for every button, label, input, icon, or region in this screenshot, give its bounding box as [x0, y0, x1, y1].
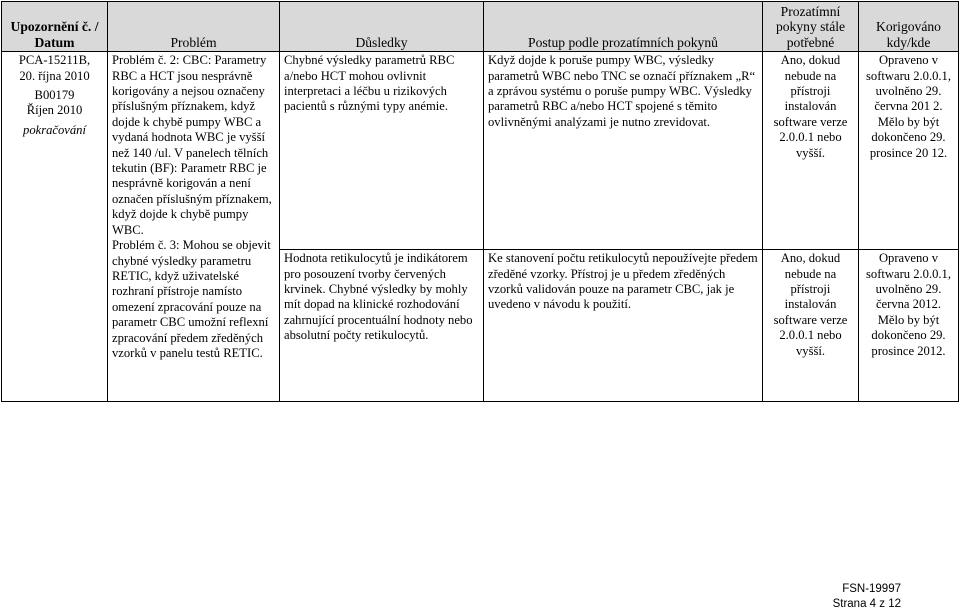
header-corrected: Korigováno kdy/kde	[859, 2, 959, 52]
procedure-cell-1: Když dojde k poruše pumpy WBC, výsledky parametrů WBC nebo TNC se označí příznakem „R“ a zprávou systému o poruše pumpy WBC. Výsledky parametrů RBC a/nebo HCT spojené s těmito ovlivněnými analýzami je nutno zrevidovat.	[484, 52, 763, 250]
header-notice: Upozornění č. / Datum	[2, 2, 108, 52]
notice-continued: pokračování	[23, 122, 86, 137]
problem-2-text: Problém č. 2: CBC: Parametry RBC a HCT jsou nesprávně korigovány a nejsou označeny příslušným příznakem, když dojde k chybě pumpy WBC a vydaná hodnota WBC je vyšší než 140 /ul. V panelech tělních tekutin (BF): Parametr RBC je nesprávně korigován a není označen příslušným příznakem, když dojde k chybě pumpy WBC.	[112, 53, 272, 237]
notice-table	[1, 1, 959, 402]
notice-date: 20. října 2010	[19, 68, 90, 83]
corrected-cell-2: Opraveno v softwaru 2.0.0.1, uvolněno 29. června 2012. Mělo by být dokončeno 29. prosince 2012.	[859, 250, 959, 402]
notice-id-2: B00179	[34, 88, 75, 103]
interim-cell-2: Ano, dokud nebude na přístroji instalován software verze 2.0.0.1 nebo vyšší.	[763, 250, 859, 402]
procedure-cell-2: Ke stanovení počtu retikulocytů nepoužívejte předem zředěné vzorky. Přístroj je u předem zředěných vzorků validován pouze na parametr CBC, jak je uvedeno v návodu k použití.	[484, 250, 763, 402]
header-interim: Prozatímní pokyny stále potřebné	[763, 2, 859, 52]
interim-cell-1: Ano, dokud nebude na přístroji instalován software verze 2.0.0.1 nebo vyšší.	[763, 52, 859, 250]
notice-date-2: Říjen 2010	[26, 103, 83, 118]
header-consequences: Důsledky	[280, 2, 484, 52]
header-procedure: Postup podle prozatímních pokynů	[484, 2, 763, 52]
table-row	[2, 52, 959, 250]
header-row	[2, 2, 959, 52]
problem-3-text: Problém č. 3: Mohou se objevit chybné výsledky parametru RETIC, když uživatelské rozhraní přístroje namísto omezení zpracování pouze na parametr CBC umožní reflexní zpracování předem zředěných vzorků v panelu testů RETIC.	[112, 238, 271, 360]
consequences-cell-2: Hodnota retikulocytů je indikátorem pro posouzení tvorby červených krvinek. Chybné výsledky by mohly mít dopad na klinické rozhodování zahrnující procentuální hodnoty nebo absolutní počty retikulocytů.	[280, 250, 484, 402]
consequences-cell-1: Chybné výsledky parametrů RBC a/nebo HCT mohou ovlivnit interpretaci a léčbu u rizikových pacientů s různými typy anémie.	[280, 52, 484, 250]
page-number: Strana 4 z 12	[832, 598, 901, 610]
document-id: FSN-19997	[842, 583, 901, 595]
corrected-cell-1: Opraveno v softwaru 2.0.0.1, uvolněno 29. června 201 2. Mělo by být dokončeno 29. prosince 20 12.	[859, 52, 959, 250]
problem-cell	[108, 52, 280, 402]
notice-id: PCA-15211B,	[18, 53, 91, 68]
header-problem: Problém	[108, 2, 280, 52]
notice-cell	[2, 52, 108, 402]
